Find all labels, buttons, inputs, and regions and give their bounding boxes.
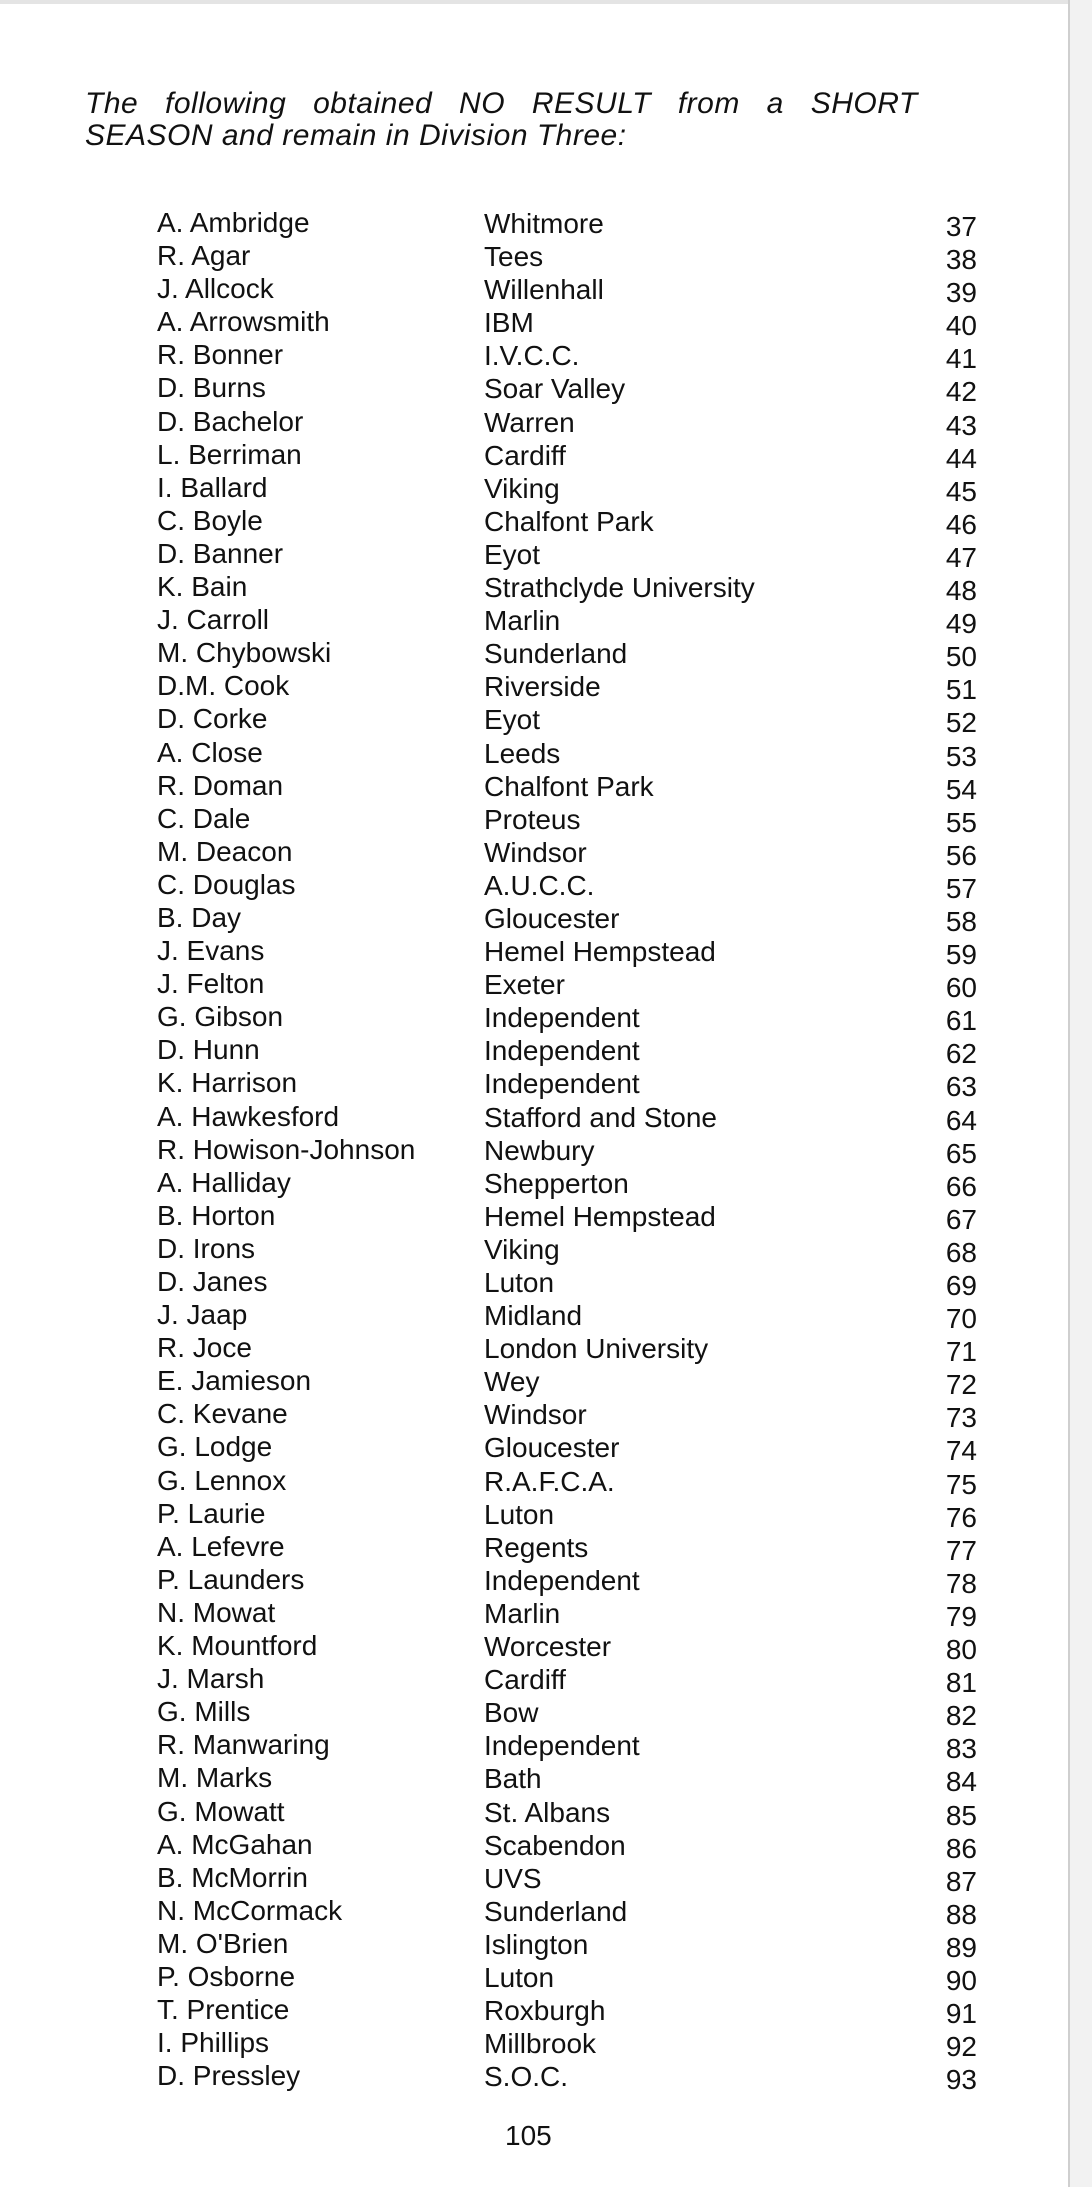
- roster-row: [157, 570, 977, 607]
- roster-row: [157, 702, 977, 739]
- member-number: 71: [945, 1336, 977, 1368]
- member-number: 83: [945, 1733, 977, 1765]
- member-name: J. Evans: [157, 935, 265, 967]
- page-right-edge: [1068, 0, 1092, 2187]
- member-club: Independent: [484, 1002, 640, 1034]
- member-name: J. Felton: [157, 968, 265, 1000]
- page-number: 105: [505, 2120, 552, 2151]
- member-number: 74: [945, 1435, 977, 1467]
- member-number: 41: [945, 343, 977, 375]
- member-number: 91: [945, 1998, 977, 2030]
- roster-row: [157, 1695, 977, 1732]
- member-name: A. Halliday: [157, 1166, 291, 1198]
- member-number: 87: [945, 1865, 977, 1897]
- member-club: Roxburgh: [484, 1995, 606, 2027]
- roster-row: [157, 1761, 977, 1798]
- member-club: IBM: [484, 307, 534, 339]
- member-number: 43: [945, 409, 977, 441]
- member-name: J. Carroll: [157, 604, 270, 636]
- member-club: Luton: [484, 1498, 555, 1530]
- member-number: 86: [945, 1832, 977, 1864]
- member-number: 48: [945, 575, 977, 607]
- member-club: Exeter: [484, 969, 565, 1001]
- member-name: G. Lodge: [157, 1431, 273, 1463]
- roster-row: [157, 371, 977, 408]
- member-club: Eyot: [484, 704, 541, 736]
- member-club: Windsor: [484, 1399, 587, 1431]
- member-number: 57: [945, 872, 977, 904]
- member-name: A. Ambridge: [157, 207, 310, 238]
- member-club: Marlin: [484, 605, 561, 637]
- roster-row: [157, 603, 977, 640]
- roster-row: [157, 1066, 977, 1103]
- member-name: K. Mountford: [157, 1630, 318, 1662]
- member-name: G. Gibson: [157, 1001, 284, 1033]
- member-club: Proteus: [484, 803, 581, 835]
- member-number: 69: [945, 1270, 977, 1301]
- roster-row: [157, 1993, 977, 2030]
- member-name: J. Jaap: [157, 1299, 248, 1331]
- member-club: I.V.C.C.: [484, 340, 580, 372]
- member-name: R. Joce: [157, 1332, 252, 1364]
- member-club: Windsor: [484, 836, 587, 868]
- member-number: 60: [945, 972, 977, 1004]
- member-number: 55: [945, 806, 977, 838]
- roster-row: [157, 471, 977, 507]
- member-number: 80: [945, 1634, 977, 1666]
- member-name: P. Laurie: [157, 1497, 266, 1529]
- roster-row: [157, 736, 977, 772]
- member-club: Gloucester: [484, 1432, 620, 1464]
- roster-row: [157, 1662, 977, 1699]
- roster-row: [157, 239, 977, 276]
- roster-row: [157, 1861, 977, 1897]
- member-club: S.O.C.: [484, 2061, 569, 2093]
- member-club: Worcester: [484, 1631, 612, 1663]
- member-club: Bath: [484, 1763, 542, 1795]
- member-club: Sunderland: [484, 1895, 628, 1927]
- member-club: Strathclyde University: [484, 572, 755, 604]
- roster-row: [157, 405, 977, 441]
- member-name: R. Howison-Johnson: [157, 1133, 416, 1165]
- roster-row: [157, 2059, 977, 2096]
- heading-line-1: The following obtained NO RESULT from a SHORT: [85, 87, 918, 120]
- roster-row: [157, 1232, 977, 1268]
- member-number: 84: [945, 1766, 977, 1798]
- member-name: C. Douglas: [157, 868, 296, 900]
- member-club: Marlin: [484, 1597, 561, 1629]
- member-number: 89: [945, 1931, 977, 1963]
- member-club: Willenhall: [484, 274, 604, 306]
- roster-row: [157, 1298, 977, 1335]
- member-name: A. Lefevre: [157, 1530, 285, 1562]
- member-number: 53: [945, 740, 977, 772]
- member-name: M. O'Brien: [157, 1927, 289, 1959]
- member-number: 66: [945, 1170, 977, 1202]
- member-club: Sunderland: [484, 638, 628, 670]
- member-name: A. McGahan: [157, 1828, 313, 1860]
- member-number: 44: [945, 442, 977, 474]
- member-club: A.U.C.C.: [484, 869, 595, 901]
- member-number: 50: [945, 641, 977, 673]
- member-club: Wey: [484, 1366, 540, 1398]
- member-club: Scabendon: [484, 1829, 626, 1861]
- member-number: 59: [945, 939, 977, 971]
- member-name: J. Allcock: [157, 273, 274, 305]
- member-name: D. Burns: [157, 372, 266, 404]
- member-number: 38: [945, 244, 977, 276]
- member-club: R.A.F.C.A.: [484, 1465, 615, 1497]
- member-number: 85: [945, 1799, 977, 1831]
- member-number: 67: [945, 1203, 977, 1235]
- member-name: P. Osborne: [157, 1960, 296, 1992]
- member-name: G. Lennox: [157, 1464, 287, 1496]
- roster-row: [157, 272, 977, 309]
- member-club: Riverside: [484, 671, 601, 703]
- member-name: D. Hunn: [157, 1034, 260, 1066]
- member-club: Shepperton: [484, 1167, 629, 1199]
- roster-row: [157, 934, 977, 971]
- member-number: 45: [945, 475, 977, 507]
- member-name: C. Dale: [157, 802, 251, 834]
- member-name: C. Boyle: [157, 504, 263, 536]
- member-name: M. Deacon: [157, 835, 293, 867]
- roster-row: [157, 1464, 977, 1500]
- roster-row: [157, 1199, 977, 1235]
- member-club: Stafford and Stone: [484, 1101, 717, 1133]
- member-club: Newbury: [484, 1134, 595, 1166]
- member-number: 58: [945, 905, 977, 937]
- member-number: 49: [945, 608, 977, 640]
- member-name: M. Chybowski: [157, 637, 332, 669]
- member-name: A. Close: [157, 736, 263, 768]
- roster-row: [157, 1530, 977, 1566]
- roster-row: [157, 1166, 977, 1202]
- roster-row: [157, 1397, 977, 1434]
- member-number: 46: [945, 508, 977, 540]
- roster-row: [157, 835, 977, 871]
- roster-row: [157, 1331, 977, 1368]
- roster-row: [157, 868, 977, 904]
- member-club: Hemel Hempstead: [484, 936, 716, 968]
- roster-row: [157, 1430, 977, 1467]
- member-number: 47: [945, 541, 977, 573]
- roster-row: [157, 2026, 977, 2063]
- member-number: 68: [945, 1236, 977, 1268]
- roster-row: [157, 636, 977, 673]
- member-number: 75: [945, 1468, 977, 1500]
- member-number: 70: [945, 1303, 977, 1335]
- member-name: D. Bachelor: [157, 405, 304, 437]
- member-name: P. Launders: [157, 1563, 305, 1595]
- roster-row: [157, 1894, 977, 1930]
- member-number: 37: [945, 211, 977, 242]
- member-number: 73: [945, 1402, 977, 1434]
- roster-row: [157, 338, 977, 375]
- member-name: D. Banner: [157, 537, 284, 569]
- member-club: Luton: [484, 1961, 555, 1993]
- member-name: R. Agar: [157, 240, 251, 272]
- member-club: Viking: [484, 472, 560, 504]
- member-number: 52: [945, 707, 977, 739]
- member-name: D. Pressley: [157, 2060, 301, 2092]
- member-club: Luton: [484, 1267, 555, 1298]
- member-name: K. Harrison: [157, 1067, 298, 1099]
- member-name: D.M. Cook: [157, 670, 290, 702]
- roster-row: [157, 1364, 977, 1401]
- member-name: N. McCormack: [157, 1894, 343, 1926]
- member-club: Independent: [484, 1564, 640, 1596]
- member-club: Hemel Hempstead: [484, 1200, 716, 1232]
- heading-line-2: SEASON and remain in Division Three:: [85, 119, 627, 152]
- member-club: Cardiff: [484, 1664, 566, 1696]
- member-club: Millbrook: [484, 2028, 597, 2060]
- member-club: Viking: [484, 1233, 560, 1265]
- member-number: 76: [945, 1501, 977, 1533]
- member-number: 90: [945, 1964, 977, 1996]
- member-number: 42: [945, 376, 977, 408]
- member-club: Eyot: [484, 538, 541, 570]
- member-name: I. Phillips: [157, 2027, 270, 2059]
- member-name: I. Ballard: [157, 471, 268, 503]
- member-name: R. Doman: [157, 769, 284, 801]
- page-heading: [85, 88, 1005, 152]
- member-club: Whitmore: [484, 208, 604, 239]
- member-name: C. Kevane: [157, 1398, 288, 1430]
- member-name: D. Irons: [157, 1232, 256, 1264]
- roster-row: [157, 967, 977, 1004]
- member-number: 78: [945, 1567, 977, 1599]
- roster-row: [157, 438, 977, 474]
- member-number: 88: [945, 1898, 977, 1930]
- member-number: 40: [945, 310, 977, 342]
- member-number: 62: [945, 1038, 977, 1070]
- member-name: B. Day: [157, 901, 242, 933]
- member-name: A. Hawkesford: [157, 1100, 340, 1132]
- member-name: B. Horton: [157, 1199, 276, 1231]
- member-name: N. Mowat: [157, 1596, 276, 1628]
- member-club: St. Albans: [484, 1796, 611, 1828]
- roster-row: [157, 1100, 977, 1136]
- member-name: K. Bain: [157, 571, 248, 603]
- member-club: UVS: [484, 1862, 542, 1894]
- member-number: 51: [945, 674, 977, 706]
- member-number: 65: [945, 1137, 977, 1169]
- roster-row: [157, 537, 977, 573]
- roster-row: [157, 1497, 977, 1533]
- member-number: 61: [945, 1005, 977, 1037]
- member-club: Chalfont Park: [484, 770, 654, 802]
- roster-list: [157, 206, 977, 2096]
- roster-row: [157, 1927, 977, 1963]
- member-number: 82: [945, 1700, 977, 1732]
- member-name: T. Prentice: [157, 1994, 290, 2026]
- member-club: Independent: [484, 1035, 640, 1067]
- roster-row: [157, 1795, 977, 1831]
- roster-row: [157, 305, 977, 342]
- roster-row: [157, 802, 977, 838]
- member-name: D. Janes: [157, 1266, 268, 1297]
- member-number: 92: [945, 2031, 977, 2063]
- member-club: Midland: [484, 1300, 583, 1332]
- roster-row: [157, 1728, 977, 1765]
- roster-row: [157, 1828, 977, 1864]
- member-number: 81: [945, 1667, 977, 1699]
- roster-row: [157, 1033, 977, 1070]
- member-number: 56: [945, 839, 977, 871]
- member-club: Tees: [484, 241, 544, 273]
- member-club: Chalfont Park: [484, 505, 654, 537]
- member-name: R. Bonner: [157, 339, 284, 371]
- member-number: 72: [945, 1369, 977, 1401]
- member-number: 63: [945, 1071, 977, 1103]
- roster-row: [157, 504, 977, 540]
- roster-row: [157, 206, 977, 242]
- member-number: 77: [945, 1534, 977, 1566]
- member-club: Independent: [484, 1068, 640, 1100]
- roster-row: [157, 1563, 977, 1599]
- member-club: Gloucester: [484, 902, 620, 934]
- member-number: 79: [945, 1600, 977, 1632]
- member-name: G. Mills: [157, 1696, 251, 1728]
- member-club: Soar Valley: [484, 373, 626, 405]
- page-top-edge: [0, 0, 1092, 4]
- member-club: Independent: [484, 1730, 640, 1762]
- member-number: 54: [945, 773, 977, 805]
- member-club: Islington: [484, 1928, 589, 1960]
- roster-row: [157, 1000, 977, 1037]
- roster-row: [157, 1960, 977, 1996]
- member-club: Cardiff: [484, 439, 566, 471]
- member-name: E. Jamieson: [157, 1365, 312, 1397]
- roster-row: [157, 1596, 977, 1632]
- member-name: G. Mowatt: [157, 1795, 285, 1827]
- member-name: A. Arrowsmith: [157, 306, 330, 338]
- roster-row: [157, 901, 977, 937]
- roster-row: [157, 1265, 977, 1301]
- member-name: L. Berriman: [157, 438, 302, 470]
- member-name: B. McMorrin: [157, 1861, 308, 1893]
- member-name: R. Manwaring: [157, 1729, 330, 1761]
- roster-row: [157, 669, 977, 706]
- member-name: D. Corke: [157, 703, 268, 735]
- member-club: Regents: [484, 1531, 589, 1563]
- member-number: 39: [945, 277, 977, 309]
- member-club: Bow: [484, 1697, 539, 1729]
- roster-row: [157, 769, 977, 805]
- member-number: 93: [945, 2064, 977, 2096]
- roster-row: [157, 1629, 977, 1666]
- roster-row: [157, 1133, 977, 1169]
- member-club: Warren: [484, 406, 575, 438]
- member-name: M. Marks: [157, 1762, 273, 1794]
- member-name: J. Marsh: [157, 1663, 265, 1695]
- member-club: Leeds: [484, 737, 561, 769]
- member-club: London University: [484, 1333, 709, 1365]
- member-number: 64: [945, 1104, 977, 1136]
